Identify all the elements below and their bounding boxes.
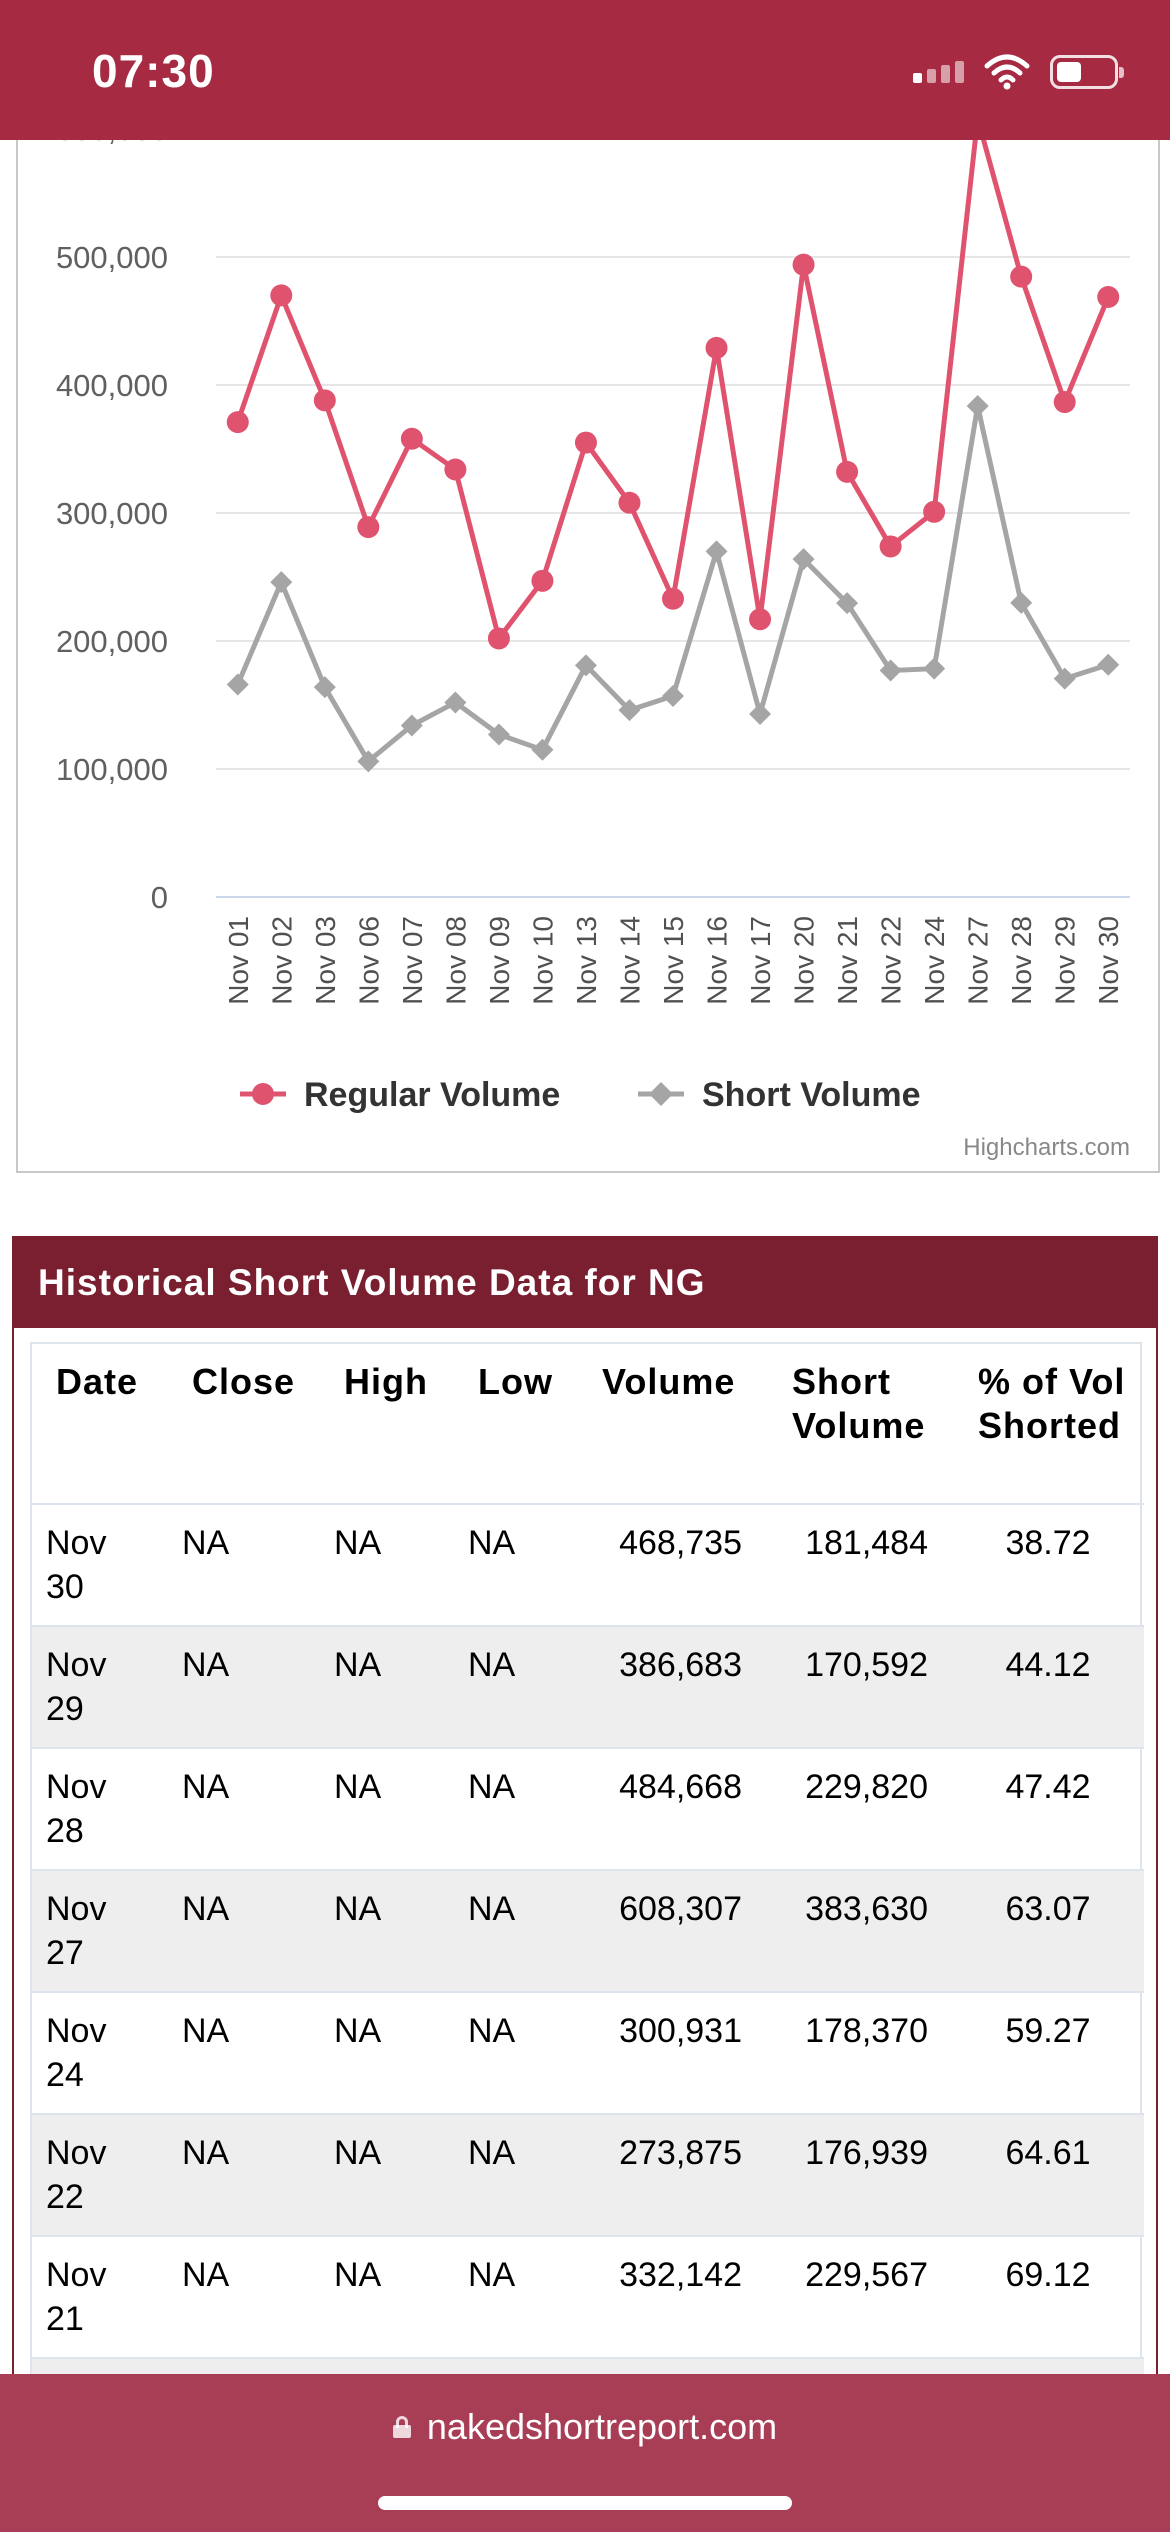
cell-low: NA: [454, 1870, 578, 1992]
cell-high: NA: [320, 2236, 454, 2358]
column-header-low: Low: [478, 1361, 553, 1402]
cell-low: NA: [454, 2114, 578, 2236]
x-tick-label: Nov 09: [483, 916, 515, 1005]
cell-close: NA: [168, 2114, 320, 2236]
cell-date: Nov 21: [32, 2236, 168, 2358]
data-point[interactable]: [880, 535, 902, 557]
y-tick-label: 300,000: [55, 496, 168, 531]
y-tick-label: 100,000: [55, 752, 168, 787]
volume-chart: [16, 120, 1160, 1173]
data-point[interactable]: [531, 739, 553, 761]
series-line: [238, 406, 1108, 761]
data-point[interactable]: [836, 461, 858, 483]
data-point[interactable]: [1010, 592, 1032, 614]
cell-low: NA: [454, 1992, 578, 2114]
cell-short-volume: 181,484: [768, 1504, 954, 1626]
data-point[interactable]: [1010, 266, 1032, 288]
column-header-volume: Volume: [602, 1361, 736, 1402]
table-row: [32, 2114, 1144, 2236]
x-tick-label: Nov 24: [919, 916, 951, 1005]
cell-volume: 332,142: [578, 2236, 768, 2358]
data-point[interactable]: [270, 284, 292, 306]
data-point[interactable]: [227, 411, 249, 433]
cell-short-volume: 229,820: [768, 1748, 954, 1870]
x-tick-label: Nov 14: [614, 916, 646, 1005]
home-indicator[interactable]: [378, 2496, 792, 2510]
chart-legend[interactable]: [240, 1076, 921, 1114]
x-tick-label: Nov 27: [962, 916, 994, 1005]
cell-pct-shorted: 64.61: [954, 2114, 1144, 2236]
cell-high: NA: [320, 1626, 454, 1748]
cell-close: NA: [168, 2236, 320, 2358]
x-tick-label: Nov 17: [745, 916, 777, 1005]
cell-date: Nov 27: [32, 1870, 168, 1992]
cell-high: NA: [320, 1748, 454, 1870]
data-point[interactable]: [618, 492, 640, 514]
table-row: [32, 1626, 1144, 1748]
legend-item-short-volume[interactable]: [638, 1076, 921, 1114]
volume-chart-svg: [18, 120, 1160, 1173]
data-point[interactable]: [270, 571, 292, 593]
cell-date: Nov 30: [32, 1504, 168, 1626]
y-tick-label: 0: [150, 880, 168, 915]
legend-label-regular-volume: Regular Volume: [304, 1076, 561, 1114]
x-tick-label: Nov 08: [440, 916, 472, 1005]
cell-low: NA: [454, 1748, 578, 1870]
data-point[interactable]: [314, 389, 336, 411]
legend-diamond-marker-icon: [649, 1082, 673, 1106]
data-point[interactable]: [314, 676, 336, 698]
status-icons: [913, 52, 1118, 92]
y-axis-labels: [56, 120, 168, 915]
cell-pct-shorted: 63.07: [954, 1870, 1144, 1992]
x-tick-label: Nov 16: [701, 916, 733, 1005]
cellular-signal-icon: [913, 61, 964, 83]
data-point[interactable]: [575, 432, 597, 454]
y-tick-label: 400,000: [55, 368, 168, 403]
x-tick-label: Nov 06: [353, 916, 385, 1005]
data-point[interactable]: [1097, 654, 1119, 676]
address-bar[interactable]: [0, 2406, 1170, 2448]
cell-volume: 608,307: [578, 1870, 768, 1992]
url-text: nakedshortreport.com: [426, 2406, 778, 2447]
cell-volume: 386,683: [578, 1626, 768, 1748]
wifi-icon: [984, 54, 1030, 90]
data-point[interactable]: [662, 588, 684, 610]
cell-volume: 273,875: [578, 2114, 768, 2236]
data-point[interactable]: [967, 395, 989, 417]
cell-high: NA: [320, 1992, 454, 2114]
data-point[interactable]: [923, 658, 945, 680]
table-row: [32, 2236, 1144, 2358]
cell-low: NA: [454, 1626, 578, 1748]
x-tick-label: Nov 28: [1006, 915, 1038, 1005]
cell-date: Nov 29: [32, 1626, 168, 1748]
column-header-short-volume: Short Volume: [792, 1361, 926, 1446]
table-row: [32, 1504, 1144, 1626]
cell-pct-shorted: 44.12: [954, 1626, 1144, 1748]
cell-short-volume: 176,939: [768, 2114, 954, 2236]
x-tick-label: Nov 22: [875, 916, 907, 1005]
cell-pct-shorted: 69.12: [954, 2236, 1144, 2358]
status-time: 07:30: [92, 45, 215, 97]
cell-pct-shorted: 59.27: [954, 1992, 1144, 2114]
chart-grid: [216, 129, 1130, 897]
column-header-pct-shorted: % of Vol Shorted: [978, 1361, 1126, 1446]
data-point[interactable]: [1054, 391, 1076, 413]
y-tick-label: 200,000: [55, 624, 168, 659]
table-row: [32, 1870, 1144, 1992]
series-short-volume: [227, 395, 1119, 772]
cell-short-volume: 170,592: [768, 1626, 954, 1748]
y-tick-label: 500,000: [55, 240, 168, 275]
cell-volume: 300,931: [578, 1992, 768, 2114]
data-point[interactable]: [357, 516, 379, 538]
table-wrapper: [30, 1342, 1142, 2386]
short-volume-table: [32, 1344, 1144, 2386]
data-point[interactable]: [749, 703, 771, 725]
chart-series: [227, 120, 1119, 772]
cell-high: NA: [320, 1504, 454, 1626]
cell-volume: 468,735: [578, 1504, 768, 1626]
status-bar: [0, 0, 1170, 140]
cell-close: NA: [168, 1748, 320, 1870]
series-line: [238, 120, 1108, 638]
cell-short-volume: 229,567: [768, 2236, 954, 2358]
cell-high: NA: [320, 2114, 454, 2236]
column-header-date: Date: [56, 1361, 139, 1402]
x-tick-label: Nov 29: [1049, 916, 1081, 1005]
cell-close: NA: [168, 1504, 320, 1626]
cell-date: Nov 24: [32, 1992, 168, 2114]
cell-date: Nov 22: [32, 2114, 168, 2236]
battery-icon: [1050, 55, 1118, 89]
data-point[interactable]: [923, 501, 945, 523]
x-axis-labels: [223, 916, 1124, 1005]
cell-pct-shorted: 47.42: [954, 1748, 1144, 1870]
cell-volume: 484,668: [578, 1748, 768, 1870]
data-point[interactable]: [706, 540, 728, 562]
cell-close: NA: [168, 1870, 320, 1992]
x-tick-label: Nov 02: [266, 916, 298, 1005]
x-tick-label: Nov 10: [527, 916, 559, 1005]
cell-close: NA: [168, 1626, 320, 1748]
data-point[interactable]: [1054, 668, 1076, 690]
x-tick-label: Nov 13: [570, 916, 602, 1005]
table-header-row: [32, 1344, 1144, 1504]
cell-pct-shorted: 38.72: [954, 1504, 1144, 1626]
data-point[interactable]: [531, 570, 553, 592]
data-point[interactable]: [706, 337, 728, 359]
cell-short-volume: 178,370: [768, 1992, 954, 2114]
legend-item-regular-volume[interactable]: [240, 1076, 560, 1114]
data-point[interactable]: [1097, 286, 1119, 308]
column-header-close: Close: [192, 1361, 296, 1402]
data-point[interactable]: [662, 685, 684, 707]
legend-label-short-volume: Short Volume: [702, 1076, 921, 1114]
cell-date: Nov 28: [32, 1748, 168, 1870]
cell-low: NA: [454, 1504, 578, 1626]
data-point[interactable]: [401, 428, 423, 450]
x-tick-label: Nov 15: [658, 916, 689, 1005]
cell-high: NA: [320, 1870, 454, 1992]
table-title: Historical Short Volume Data for NG: [14, 1238, 1156, 1328]
cell-short-volume: 383,630: [768, 1870, 954, 1992]
x-tick-label: Nov 21: [832, 916, 864, 1005]
cell-close: NA: [168, 1992, 320, 2114]
x-tick-label: Nov 20: [788, 916, 820, 1005]
short-volume-table-card: [12, 1236, 1158, 2386]
legend-circle-marker-icon: [252, 1083, 274, 1105]
x-tick-label: Nov 07: [396, 916, 428, 1005]
data-point[interactable]: [793, 254, 815, 276]
x-tick-label: Nov 03: [309, 916, 341, 1005]
x-tick-label: Nov 30: [1093, 916, 1125, 1005]
table-row: [32, 1992, 1144, 2114]
cell-low: NA: [454, 2236, 578, 2358]
data-point[interactable]: [227, 674, 249, 696]
table-row: [32, 1748, 1144, 1870]
data-point[interactable]: [749, 608, 771, 630]
browser-bottom-bar: [0, 2374, 1170, 2532]
data-point[interactable]: [488, 627, 510, 649]
lock-icon: [393, 2416, 411, 2438]
data-point[interactable]: [444, 458, 466, 480]
chart-credits[interactable]: Highcharts.com: [963, 1134, 1130, 1161]
x-tick-label: Nov 01: [222, 916, 254, 1005]
column-header-high: High: [344, 1361, 428, 1402]
